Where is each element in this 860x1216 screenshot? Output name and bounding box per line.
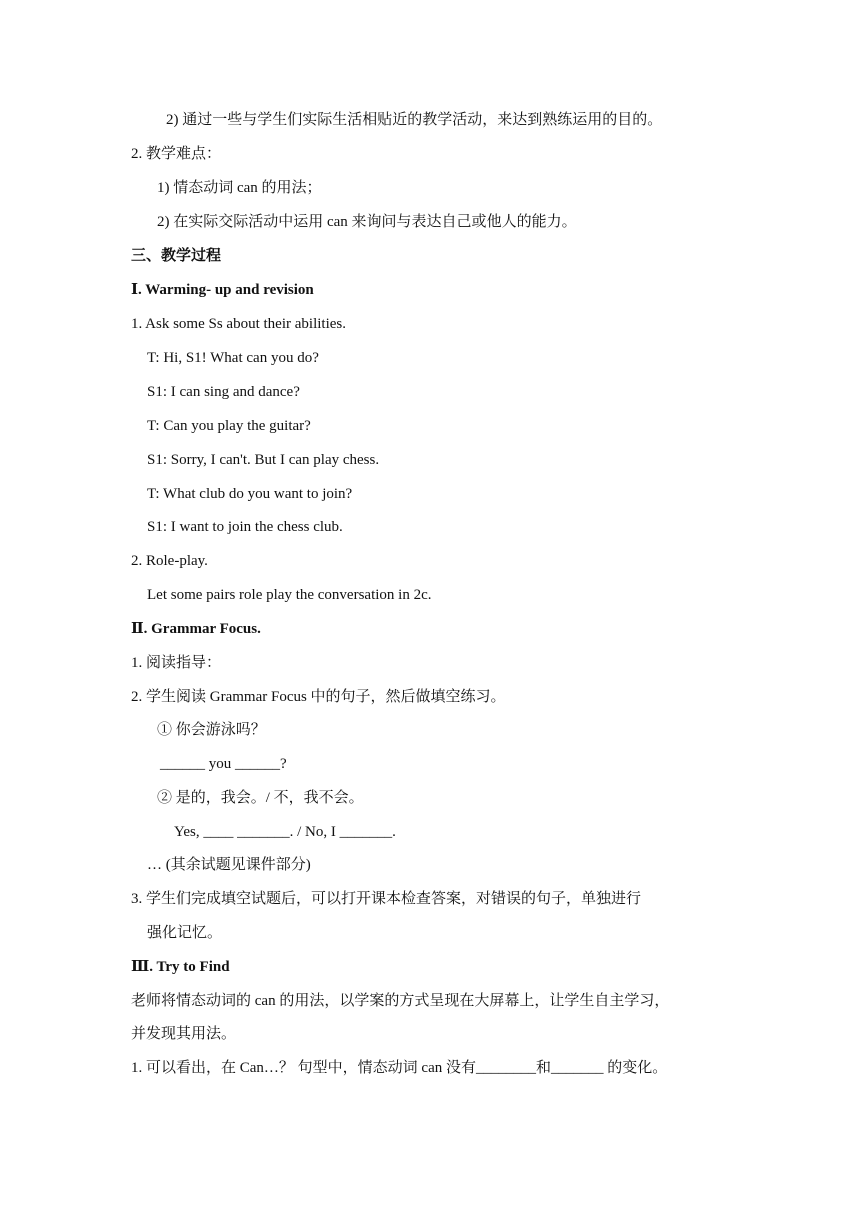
- dialogue-line: S1: I can sing and dance?: [147, 384, 300, 400]
- exercise-question: ① 你会游泳吗？: [157, 722, 266, 738]
- exercise-note: … (其余试题见课件部分): [147, 857, 311, 873]
- dialogue-line: T: Can you play the guitar?: [147, 418, 311, 434]
- step-heading-grammar-focus: Ⅱ. Grammar Focus.: [131, 621, 261, 637]
- difficulty-item-1: 1) 情态动词 can 的用法；: [157, 180, 322, 196]
- exercise-question: ② 是的，我会。/ 不，我不会。: [157, 790, 364, 806]
- dialogue-line: T: What club do you want to join?: [147, 486, 353, 502]
- dialogue-line: T: Hi, S1! What can you do?: [147, 350, 319, 366]
- step-item-continued: 强化记忆。: [147, 925, 223, 941]
- paragraph-continued: 并发现其用法。: [131, 1026, 237, 1042]
- exercise-blank: Yes, ____ _______. / No, I _______.: [174, 824, 396, 840]
- dialogue-line: S1: Sorry, I can't. But I can play chess.: [147, 452, 380, 468]
- step-item: 2. Role-play.: [131, 553, 208, 569]
- exercise-blank: ______ you ______?: [160, 756, 287, 772]
- step-item: 1. 阅读指导：: [131, 655, 222, 671]
- section-heading-process: 三、教学过程: [131, 248, 222, 264]
- step-item: 1. Ask some Ss about their abilities.: [131, 316, 346, 332]
- step-item: 1. 可以看出，在 Can…？ 句型中，情态动词 can 没有________和_______ 的变化。: [131, 1060, 668, 1076]
- step-heading-warming-up: Ⅰ. Warming- up and revision: [131, 282, 314, 298]
- step-item: 3. 学生们完成填空试题后，可以打开课本检查答案，对错误的句子，单独进行: [131, 891, 642, 907]
- teaching-goal-item-2: 2) 通过一些与学生们实际生活相贴近的教学活动，来达到熟练运用的目的。: [166, 112, 663, 128]
- dialogue-line: S1: I want to join the chess club.: [147, 519, 343, 535]
- difficulty-heading: 2. 教学难点：: [131, 146, 222, 162]
- difficulty-item-2: 2) 在实际交际活动中运用 can 来询问与表达自己或他人的能力。: [157, 214, 577, 230]
- step-heading-try-to-find: Ⅲ. Try to Find: [131, 959, 230, 975]
- step-item: 2. 学生阅读 Grammar Focus 中的句子，然后做填空练习。: [131, 689, 506, 705]
- paragraph: 老师将情态动词的 can 的用法，以学案的方式呈现在大屏幕上，让学生自主学习，: [131, 993, 670, 1009]
- step-description: Let some pairs role play the conversation in 2c.: [147, 587, 432, 603]
